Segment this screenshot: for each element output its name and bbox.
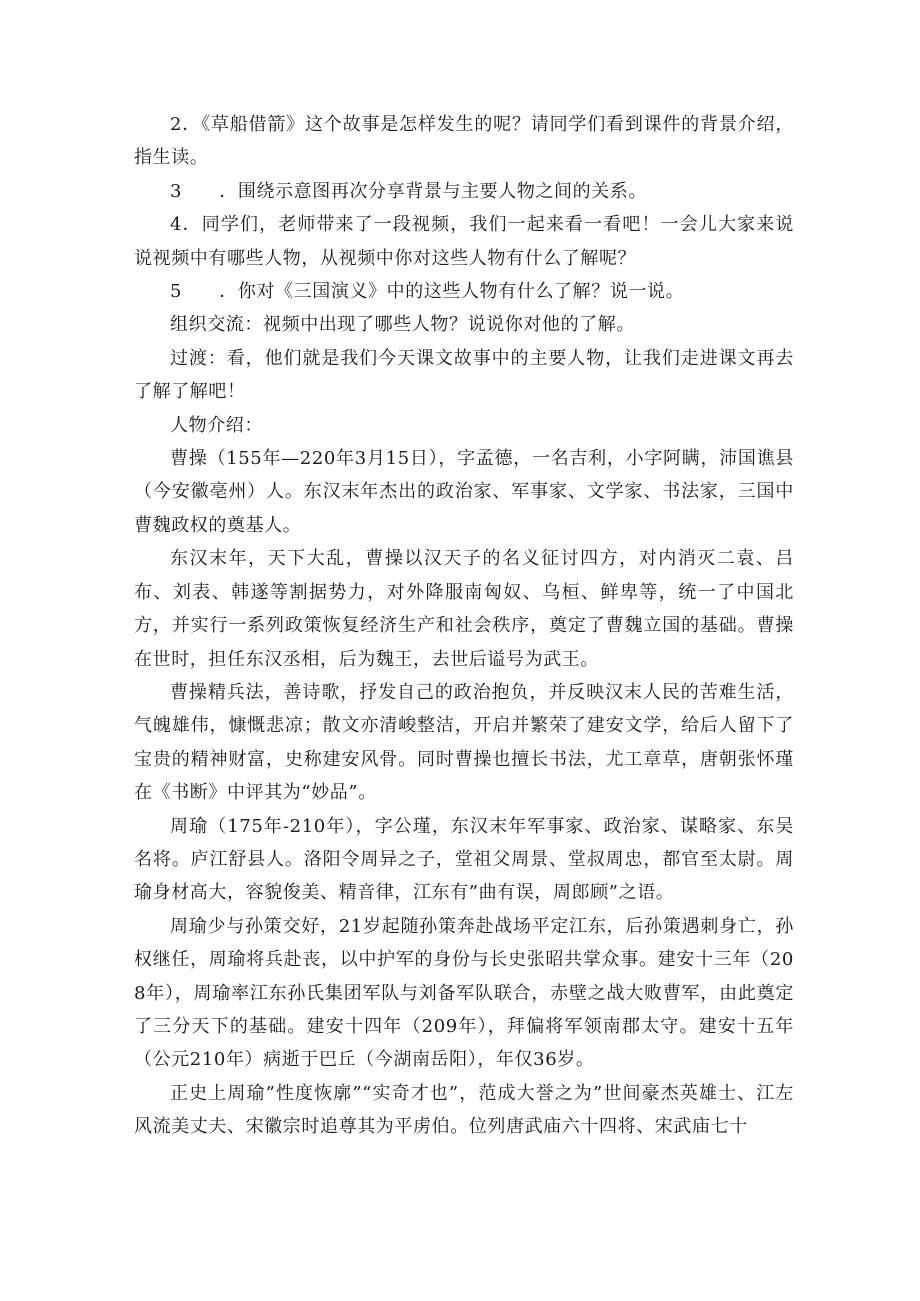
- paragraph-cao-cao-literature: 曹操精兵法，善诗歌，抒发自己的政治抱负，并反映汉末人民的苦难生活，气魄雄伟，慷慨悲凉；散文亦清峻整洁，开启并繁荣了建安文学，给后人留下了宝贵的精神财富，史称建安风骨。同时曹操也擅长书法，尤工章草，唐朝张怀瑾在《书断》中评其为“妙品”。: [134, 681, 794, 804]
- document-page: [134, 108, 794, 1144]
- paragraph-cao-cao-history: 东汉末年，天下大乱，曹操以汉天子的名义征讨四方，对内消灭二袁、吕布、刘表、韩遂等割据势力，对外降服南匈奴、乌桓、鲜卑等，统一了中国北方，并实行一系列政策恢复经济生产和社会秩序，奠定了曹魏立国的基础。曹操在世时，担任东汉丞相，后为魏王，去世后谥号为武王。: [134, 548, 794, 670]
- paragraph-exchange: 组织交流：视频中出现了哪些人物？说说你对他的了解。: [170, 314, 635, 336]
- paragraph-zhou-yu-legacy: 正史上周瑜”性度恢廓”“实奇才也”，范成大誉之为”世间豪杰英雄士、江左风流美丈夫、宋徽宗时追尊其为平虏伯。位列唐武庙六十四将、宋武庙七十: [134, 1082, 794, 1138]
- paragraph-character-intro-heading: 人物介绍：: [170, 414, 263, 436]
- paragraph-cao-cao-bio: 曹操（155年—220年3月15日），字孟德，一名吉利，小字阿瞒，沛国谯县（今安徽亳州）人。东汉末年杰出的政治家、军事家、文学家、书法家，三国中曹魏政权的奠基人。: [134, 448, 794, 536]
- paragraph-zhou-yu-history: 周瑜少与孙策交好，21岁起随孙策奔赴战场平定江东，后孙策遇刺身亡，孙权继任，周瑜将兵赴丧，以中护军的身份与长史张昭共掌众事。建安十三年（208年），周瑜率江东孙氏集团军队与刘备军队联合，赤壁之战大败曹军，由此奠定了三分天下的基础。建安十四年（209年），拜偏将军领南郡太守。建安十五年（公元210年）病逝于巴丘（今湖南岳阳），年仅36岁。: [134, 915, 794, 1071]
- paragraph-item-5: 5 ．你对《三国演义》中的这些人物有什么了解？说一说。: [170, 281, 685, 303]
- paragraph-transition: 过渡：看，他们就是我们今天课文故事中的主要人物，让我们走进课文再去了解了解吧！: [134, 347, 794, 403]
- paragraph-zhou-yu-bio: 周瑜（175年-210年），字公瑾，东汉末年军事家、政治家、谋略家、东吴名将。庐江舒县人。洛阳令周异之子，堂祖父周景、堂叔周忠，都官至太尉。周瑜身材高大，容貌俊美、精音律，江东有”曲有误，周郎顾”之语。: [134, 815, 794, 904]
- paragraph-item-3: 3 ．围绕示意图再次分享背景与主要人物之间的关系。: [170, 180, 648, 202]
- paragraph-item-4: 4．同学们，老师带来了一段视频，我们一起来看一看吧！一会儿大家来说说视频中有哪些人物，从视频中你对这些人物有什么了解呢？: [134, 214, 794, 269]
- paragraph-item-2: 2．《草船借箭》这个故事是怎样发生的呢？请同学们看到课件的背景介绍，指生读。: [134, 114, 794, 169]
